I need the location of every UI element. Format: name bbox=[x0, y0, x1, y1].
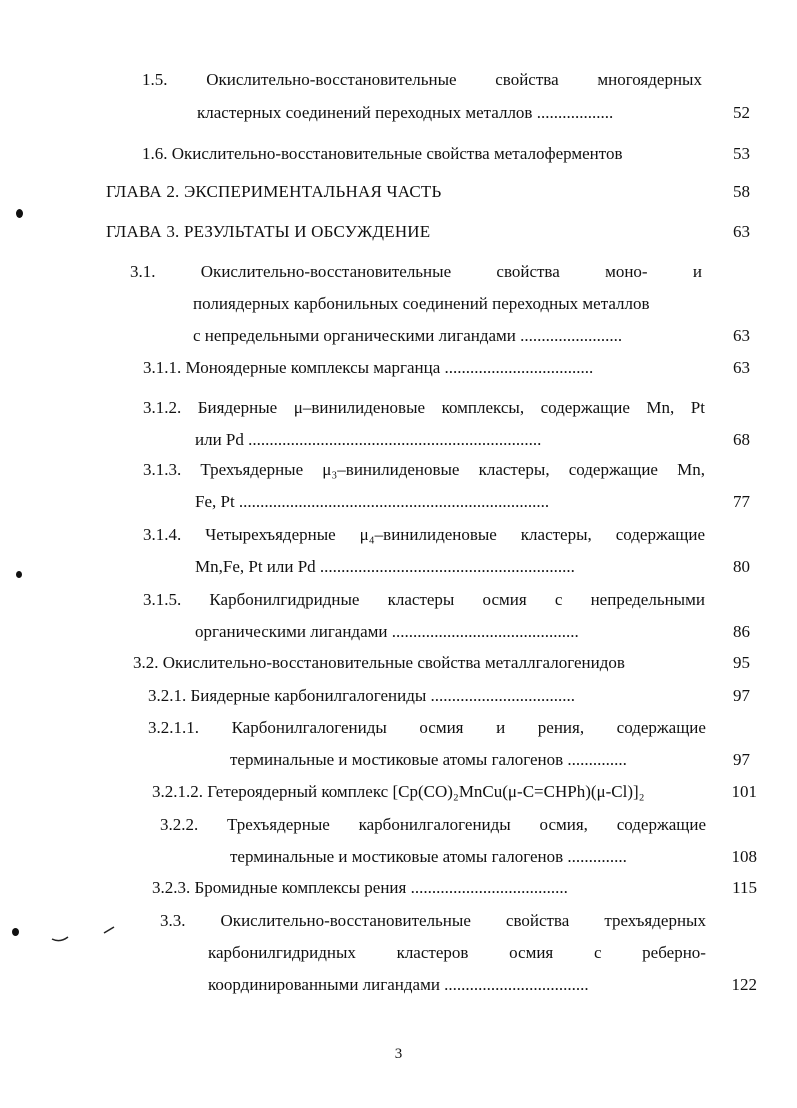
page-ref: 86 bbox=[733, 622, 750, 641]
page-ref: 63 bbox=[733, 222, 750, 241]
entry-title: 1.6. Окислительно-восстановительные свойства металоферментов bbox=[142, 144, 623, 163]
page-ref: 58 bbox=[733, 182, 750, 201]
page-ref: 115 bbox=[732, 878, 757, 897]
page-ref: 97 bbox=[733, 686, 750, 705]
page-ref: 63 bbox=[733, 358, 750, 377]
page-number: 3 bbox=[394, 1046, 403, 1062]
page-ref: 68 bbox=[733, 430, 750, 449]
scan-mark bbox=[12, 928, 19, 936]
page-ref: 53 bbox=[733, 144, 750, 163]
page-ref: 108 bbox=[731, 847, 757, 866]
scan-mark bbox=[48, 925, 128, 945]
chapter-title: ГЛАВА 2. ЭКСПЕРИМЕНТАЛЬНАЯ ЧАСТЬ bbox=[106, 182, 442, 201]
page-ref: 95 bbox=[733, 653, 750, 672]
page-ref: 77 bbox=[733, 492, 750, 511]
entry-number: 1.5. bbox=[142, 70, 168, 89]
scan-mark bbox=[16, 209, 23, 218]
page-ref: 52 bbox=[733, 103, 750, 122]
page-ref: 63 bbox=[733, 326, 750, 345]
scan-mark bbox=[16, 571, 22, 578]
page-ref: 101 bbox=[731, 782, 757, 801]
page-ref: 97 bbox=[733, 750, 750, 769]
page-ref: 122 bbox=[731, 975, 757, 994]
page-ref: 80 bbox=[733, 557, 750, 576]
chapter-title: ГЛАВА 3. РЕЗУЛЬТАТЫ И ОБСУЖДЕНИЕ bbox=[106, 222, 431, 241]
entry-title-line: кластерных соединений переходных металлов .................. bbox=[197, 103, 614, 122]
